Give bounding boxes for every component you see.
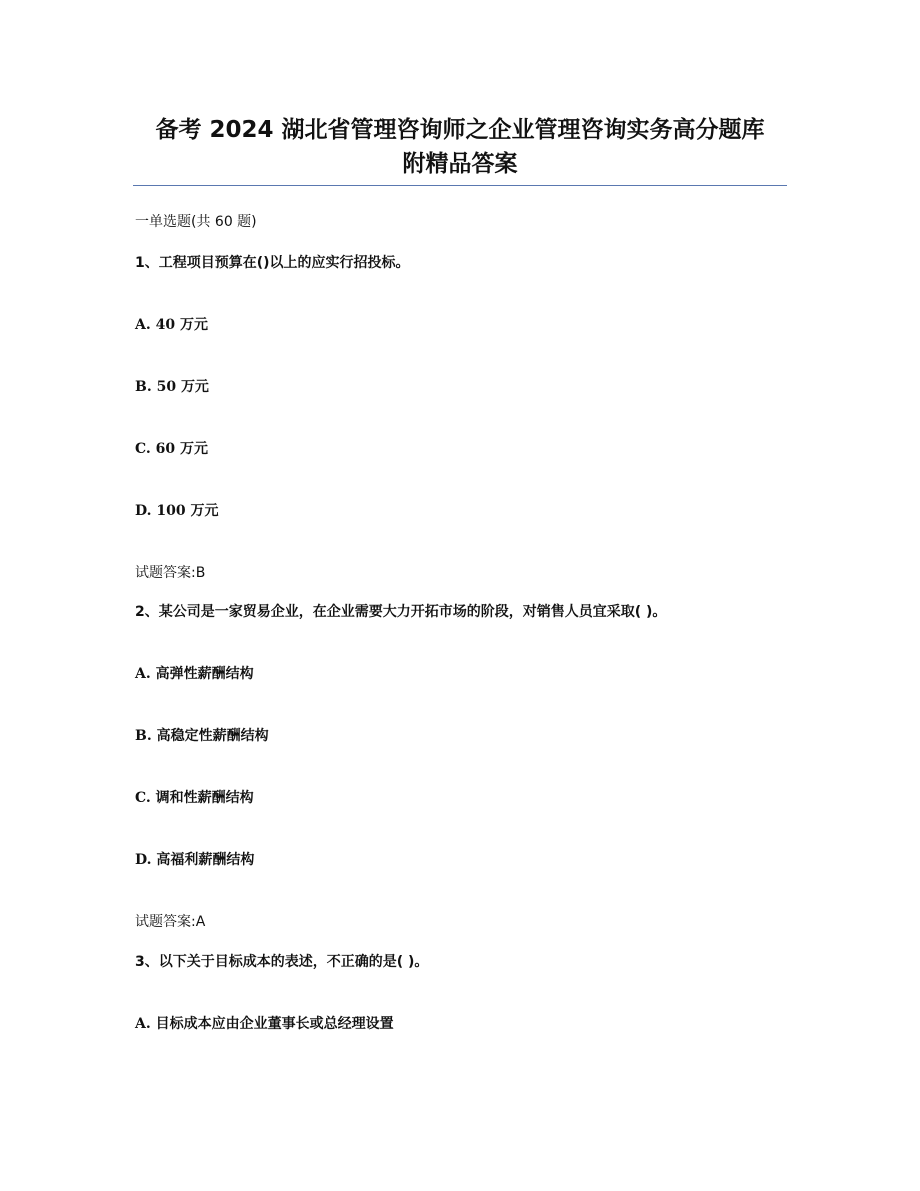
title-divider — [133, 185, 787, 186]
question-2-answer: 试题答案:A — [135, 914, 206, 930]
question-1-option-a: A. 40 万元 — [135, 317, 208, 333]
question-2-option-a: A. 高弹性薪酬结构 — [135, 666, 254, 682]
document-title-line-2: 附精品答案 — [402, 151, 518, 177]
question-3-option-a: A. 目标成本应由企业董事长或总经理设置 — [135, 1016, 394, 1032]
question-3-stem: 3、以下关于目标成本的表述，不正确的是( )。 — [135, 954, 429, 970]
question-2-stem: 2、某公司是一家贸易企业，在企业需要大力开拓市场的阶段，对销售人员宜采取( )。 — [135, 604, 667, 620]
question-2-option-c: C. 调和性薪酬结构 — [135, 790, 254, 806]
question-2-option-b: B. 高稳定性薪酬结构 — [135, 728, 269, 744]
question-2-option-d: D. 高福利薪酬结构 — [135, 852, 255, 868]
question-1-option-d: D. 100 万元 — [135, 503, 219, 519]
question-1-stem: 1、工程项目预算在()以上的应实行招投标。 — [135, 255, 410, 271]
question-1-option-b: B. 50 万元 — [135, 379, 209, 395]
document-title-line-1: 备考 2024 湖北省管理咨询师之企业管理咨询实务高分题库 — [155, 117, 765, 143]
question-1-answer: 试题答案:B — [135, 565, 206, 581]
section-heading: 一单选题(共 60 题) — [135, 214, 257, 230]
question-1-option-c: C. 60 万元 — [135, 441, 209, 457]
